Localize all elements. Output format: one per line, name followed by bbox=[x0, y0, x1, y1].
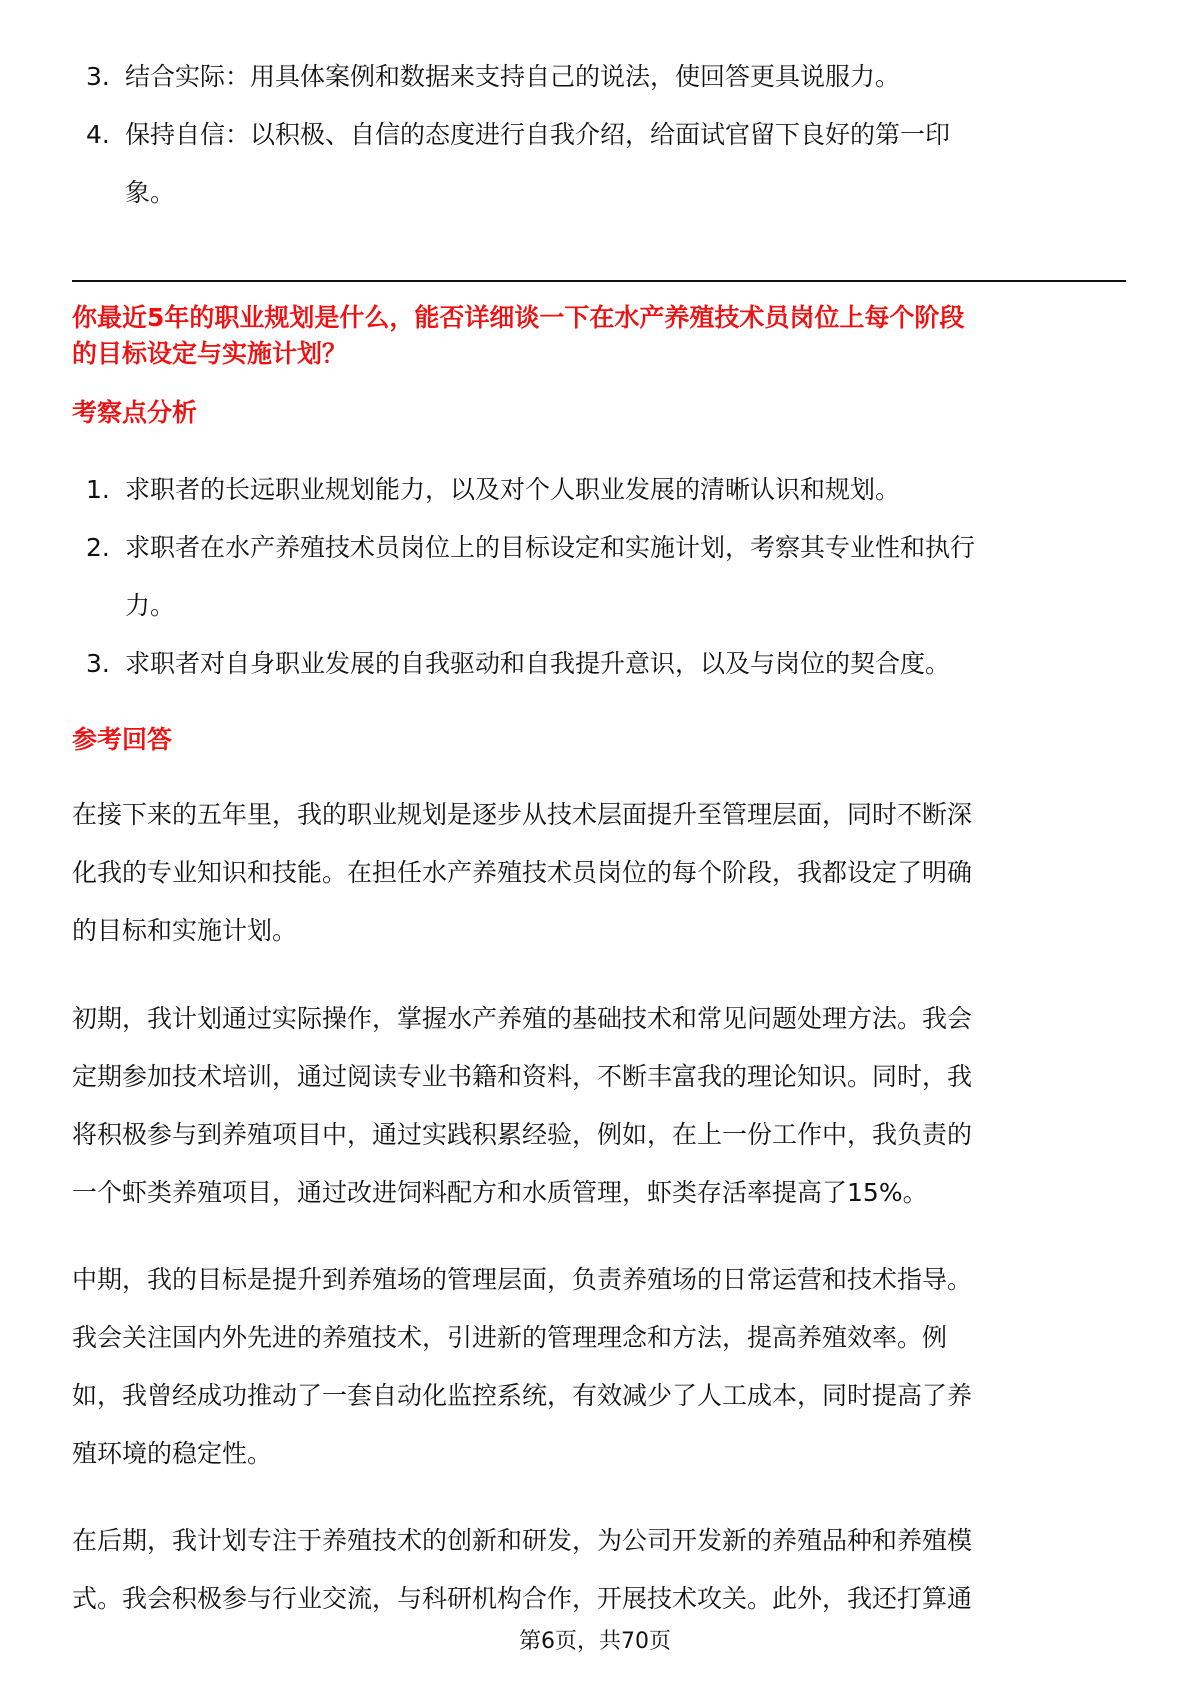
list-item bbox=[72, 48, 1128, 106]
divider bbox=[72, 280, 1126, 282]
paragraph-line: 如，我曾经成功推动了一套自动化监控系统，有效减少了人工成本，同时提高了养 bbox=[72, 1381, 973, 1410]
list-number: 3. bbox=[86, 649, 110, 678]
list-text-line: 象。 bbox=[125, 178, 176, 207]
paragraph-line: 殖环境的稳定性。 bbox=[72, 1439, 273, 1468]
page-footer: 第6页，共70页 bbox=[519, 1629, 671, 1654]
list-number: 3. bbox=[86, 62, 110, 91]
paragraph-line: 化我的专业知识和技能。在担任水产养殖技术员岗位的每个阶段，我都设定了明确 bbox=[72, 858, 973, 887]
list-number: 2. bbox=[86, 533, 110, 562]
paragraph-line: 式。我会积极参与行业交流，与科研机构合作，开展技术攻关。此外，我还打算通 bbox=[72, 1584, 973, 1613]
list-text-line: 求职者在水产养殖技术员岗位上的目标设定和实施计划，考察其专业性和执行 bbox=[125, 533, 976, 562]
answer-heading: 参考回答 bbox=[72, 725, 173, 754]
paragraph-line: 将积极参与到养殖项目中，通过实践积累经验，例如，在上一份工作中，我负责的 bbox=[72, 1120, 973, 1149]
list-item bbox=[72, 106, 1128, 222]
list-item bbox=[72, 461, 1128, 519]
list-number: 1. bbox=[86, 475, 110, 504]
paragraph-line: 在后期，我计划专注于养殖技术的创新和研发，为公司开发新的养殖品种和养殖模 bbox=[72, 1526, 973, 1555]
paragraph-line: 定期参加技术培训，通过阅读专业书籍和资料，不断丰富我的理论知识。同时，我 bbox=[72, 1062, 973, 1091]
list-item bbox=[72, 635, 1128, 693]
question-line: 的目标设定与实施计划？ bbox=[72, 339, 348, 368]
list-text-line: 保持自信：以积极、自信的态度进行自我介绍，给面试官留下良好的第一印 bbox=[125, 120, 951, 149]
question-heading bbox=[72, 300, 964, 372]
paragraph-line: 初期，我计划通过实际操作，掌握水产养殖的基础技术和常见问题处理方法。我会 bbox=[72, 1004, 973, 1033]
list-item bbox=[72, 519, 1128, 635]
paragraph-line: 的目标和实施计划。 bbox=[72, 916, 298, 945]
list-text-line: 结合实际：用具体案例和数据来支持自己的说法，使回答更具说服力。 bbox=[125, 62, 901, 91]
question-line: 你最近5年的职业规划是什么，能否详细谈一下在水产养殖技术员岗位上每个阶段 bbox=[72, 303, 965, 332]
list-text-line: 力。 bbox=[125, 591, 176, 620]
paragraph-line: 一个虾类养殖项目，通过改进饲料配方和水质管理，虾类存活率提高了15%。 bbox=[72, 1178, 928, 1207]
analysis-heading: 考察点分析 bbox=[72, 398, 198, 427]
list-number: 4. bbox=[86, 120, 110, 149]
list-text-line: 求职者对自身职业发展的自我驱动和自我提升意识，以及与岗位的契合度。 bbox=[125, 649, 951, 678]
paragraph-line: 我会关注国内外先进的养殖技术，引进新的管理理念和方法，提高养殖效率。例 bbox=[72, 1323, 948, 1352]
paragraph-line: 在接下来的五年里，我的职业规划是逐步从技术层面提升至管理层面，同时不断深 bbox=[72, 800, 973, 829]
paragraph-line: 中期，我的目标是提升到养殖场的管理层面，负责养殖场的日常运营和技术指导。 bbox=[72, 1265, 973, 1294]
list-text-line: 求职者的长远职业规划能力，以及对个人职业发展的清晰认识和规划。 bbox=[125, 475, 901, 504]
